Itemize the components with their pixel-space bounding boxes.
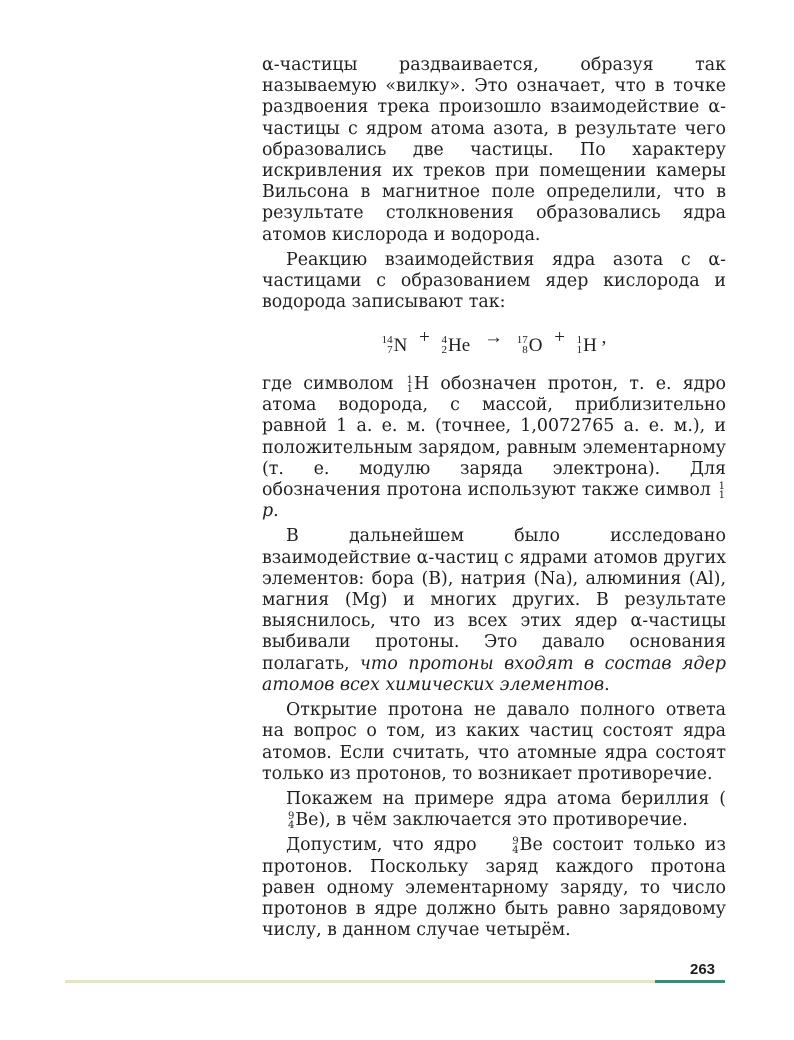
- paragraph-text: Реакцию взаимодействия ядра азота с α-частицами с образованием ядер кислорода и водорода записывают так:: [262, 249, 726, 313]
- page-body: [262, 55, 726, 945]
- mass-number: 1: [576, 334, 583, 347]
- element-symbol: H: [583, 334, 597, 356]
- mass-number: 1: [406, 374, 414, 386]
- paragraph-text: α-частицы раздваивается, образуя так называемую «вилку». Это означает, что в точке раздвоения трека произошло взаимодействие α-частицы с ядром атома азота, в результате чего образовались две частицы. По характеру искривления их треков при помещении камеры Вильсона в магнитное поле определили, что в результате столкновения образовались ядра атомов кислорода и водорода.: [262, 55, 726, 245]
- paragraph-contradiction: [262, 700, 726, 785]
- mass-number: 4: [441, 334, 448, 347]
- footer-rule-accent: [655, 980, 725, 983]
- paragraph-beryllium-example: [262, 789, 726, 831]
- charge-number: 7: [387, 344, 393, 357]
- mass-number: 14: [381, 334, 393, 347]
- italic-conclusion: что протоны входят в состав ядер атомов всех химических элементов: [262, 653, 726, 695]
- element-symbol: O: [528, 334, 543, 356]
- proton-symbol-indices: [719, 482, 725, 500]
- paragraph-text: Be), в чём заключается это противоречие.: [295, 810, 688, 831]
- isotope-indices: [382, 335, 393, 355]
- isotope-indices: [442, 335, 448, 355]
- paragraph-other-elements: [262, 526, 726, 696]
- nitrogen-nucleus: [382, 335, 408, 356]
- paragraph-text: Be состоит только из протонов. Поскольку заряд каждого протона равен одному элементарному заряду, то число протонов в ядре должно быть равно зарядовому числу, в данном случае четырём.: [262, 835, 726, 941]
- element-symbol: N: [393, 334, 408, 356]
- paragraph-punct: .: [604, 674, 610, 695]
- paragraph-punct: .: [273, 501, 279, 522]
- mass-number: 1: [718, 480, 725, 492]
- paragraph-reaction-intro: [262, 250, 726, 314]
- charge-number: 4: [512, 844, 519, 856]
- plus-sign: +: [554, 327, 565, 349]
- paragraph-text: Открытие протона не давало полного ответа на вопрос о том, из каких частиц состоят ядра атомов. Если считать, что атомные ядра состоят только из протонов, то возникает противоречие.: [262, 700, 726, 784]
- mass-number: 9: [288, 810, 295, 822]
- beryllium-isotope-indices: [488, 837, 518, 855]
- beryllium-isotope-indices: [264, 812, 294, 830]
- charge-number: 4: [288, 819, 295, 831]
- charge-number: 1: [718, 489, 725, 501]
- charge-number: 1: [406, 383, 414, 395]
- paragraph-assumption: [262, 835, 726, 941]
- hydrogen-nucleus: [577, 335, 597, 356]
- paragraph-proton-definition: [262, 374, 726, 522]
- mass-number: 17: [516, 334, 528, 347]
- formula-comma: ,: [601, 327, 607, 349]
- nuclear-reaction-formula: [262, 327, 726, 356]
- isotope-indices: [577, 335, 583, 355]
- charge-number: 1: [576, 344, 583, 357]
- isotope-indices: [517, 335, 528, 355]
- page-number: 263: [690, 961, 716, 978]
- paragraph-text: Допустим, что ядро: [286, 835, 477, 856]
- reaction-arrow: →: [483, 327, 503, 349]
- charge-number: 2: [441, 344, 448, 357]
- oxygen-nucleus: [517, 335, 543, 356]
- paragraph-alpha-fork: [262, 55, 726, 246]
- paragraph-text: Покажем на примере ядра атома бериллия (: [286, 788, 726, 809]
- footer-rule-light: [65, 980, 655, 983]
- charge-number: 8: [522, 344, 528, 357]
- plus-sign: +: [419, 327, 430, 349]
- proton-isotope-indices: [407, 376, 413, 394]
- paragraph-text: H обозначен протон, т. е. ядро атома водорода, с массой, приблизительно равной 1 а. е. м. (точнее, 1,0072765 а. е. м.), и положительным зарядом, равным элементарному (т. е. модулю заряда электрона). Для обозначения протона используют также символ: [262, 374, 726, 501]
- proton-symbol: p: [262, 501, 274, 522]
- paragraph-text: где символом: [262, 374, 394, 395]
- paragraph-text: В дальнейшем было исследовано взаимодействие α-частиц с ядрами атомов других элементов: бора (B), натрия (Na), алюминия (Al), магния (Mg) и многих других. В результате выяснилось, что из всех этих ядер α-частицы выбивали протоны. Это давало основания полагать,: [262, 526, 726, 674]
- mass-number: 9: [512, 835, 519, 847]
- helium-nucleus: [442, 335, 471, 356]
- element-symbol: He: [448, 334, 471, 356]
